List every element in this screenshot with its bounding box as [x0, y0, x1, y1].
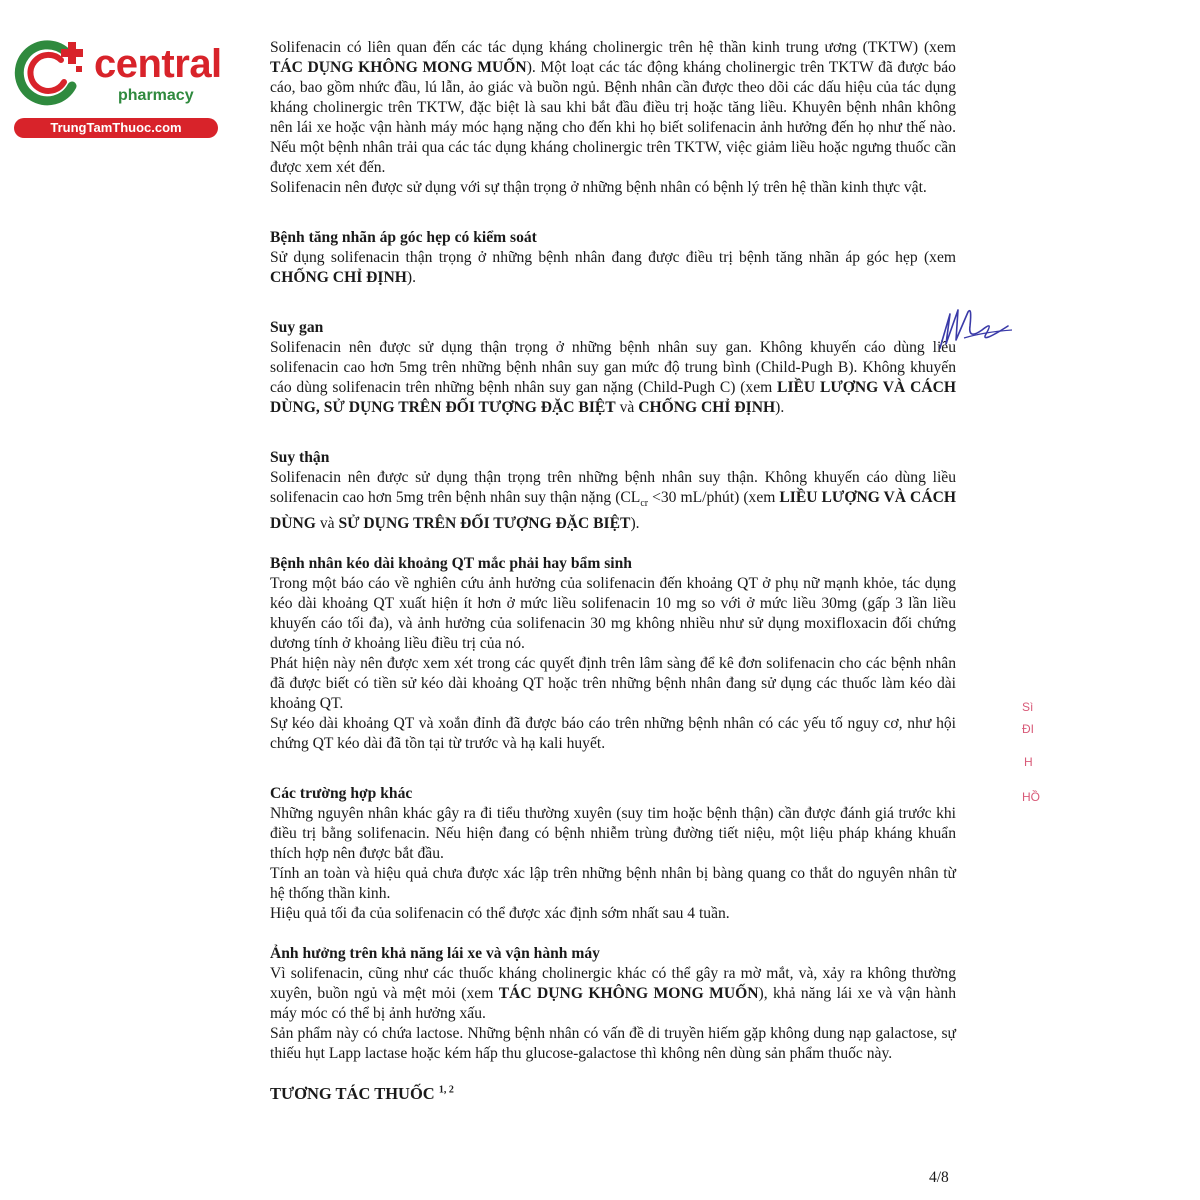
brand-sub: pharmacy: [118, 87, 194, 104]
glaucoma-text: Sử dụng solifenacin thận trọng ở những bệnh nhân đang được điều trị bệnh tăng nhãn áp góc hẹp (xem CHỐNG CHỈ ĐỊNH).: [270, 249, 956, 286]
document-page: [270, 38, 956, 1104]
driving-paragraph-1: Vì solifenacin, cũng như các thuốc kháng cholinergic khác có thể gây ra mờ mắt, và, xảy ra không thường xuyên, buồn ngủ và mệt mỏi (xem TÁC DỤNG KHÔNG MONG MUỐN), khả năng lái xe và vận hành máy móc có thể bị ảnh hưởng xấu.: [270, 965, 956, 1023]
qt-paragraph-3: Sự kéo dài khoảng QT và xoắn đỉnh đã được báo cáo trên những bệnh nhân có các yếu tố nguy cơ, như hội chứng QT kéo dài đã tồn tại từ trước và hạ kali huyết.: [270, 715, 956, 753]
signature-scribble: [928, 300, 1018, 360]
glaucoma-heading: Bệnh tăng nhãn áp góc hẹp có kiểm soát: [270, 229, 537, 246]
stamp-mark: Sì: [1022, 700, 1034, 714]
other-heading: Các trường hợp khác: [270, 785, 413, 803]
stamp-marks: [1018, 500, 1048, 830]
logo-c-cross-icon: [14, 36, 90, 106]
kidney-heading: Suy thận: [270, 449, 330, 466]
kidney-text: Solifenacin nên được sử dụng thận trọng trên những bệnh nhân suy thận. Không khuyến cáo dùng liều solifenacin cao hơn 5mg trên bệnh nhân suy thận nặng ($CL_{cr} <30$ mL/phút) (xem LIỀU LƯỢNG VÀ CÁCH DÙNG và SỬ DỤNG TRÊN ĐỐI TƯỢNG ĐẶC BIỆT).: [270, 469, 956, 533]
stamp-mark: HỒ: [1022, 790, 1040, 804]
driving-paragraph-2: Sản phẩm này có chứa lactose. Những bệnh nhân có vấn đề di truyền hiếm gặp không dung nạp galactose, sự thiếu hụt Lapp lactase hoặc kém hấp thu glucose-galactose thì không nên dùng sản phẩm thuốc này.: [270, 1025, 956, 1063]
page-number: 4/8: [929, 1169, 949, 1186]
next-section-title: TƯƠNG TÁC THUỐC $^{1, 2}$: [270, 1084, 454, 1104]
other-paragraph-3: Hiệu quả tối đa của solifenacin có thể được xác định sớm nhất sau 4 tuần.: [270, 905, 730, 923]
brand-site: TrungTamThuoc.com: [14, 118, 218, 138]
driving-heading: Ảnh hưởng trên khả năng lái xe và vận hành máy: [270, 945, 600, 963]
pharmacy-logo: [8, 30, 222, 140]
stamp-mark: H: [1024, 755, 1033, 769]
liver-heading: Suy gan: [270, 319, 324, 336]
intro-paragraph: Solifenacin có liên quan đến các tác dụng kháng cholinergic trên hệ thần kinh trung ương (TKTW) (xem TÁC DỤNG KHÔNG MONG MUỐN). Một loạt các tác động kháng cholinergic trên TKTW đã được báo cáo, bao gồm nhức đầu, lú lẫn, ảo giác và buồn ngủ. Bệnh nhân cần được theo dõi các dấu hiệu của tác dụng kháng cholinergic trên TKTW, đặc biệt là sau khi bắt đầu điều trị hoặc tăng liều. Khuyên bệnh nhân không nên lái xe hoặc vận hành máy móc hạng nặng cho đến khi họ biết solifenacin ảnh hưởng đến họ như thế nào. Nếu một bệnh nhân trải qua các tác dụng kháng cholinergic trên TKTW, việc giảm liều hoặc ngưng thuốc cần được xem xét đến.: [270, 39, 956, 176]
liver-text: Solifenacin nên được sử dụng thận trọng ở những bệnh nhân suy gan. Không khuyến cáo dùng liều solifenacin cao hơn 5mg trên những bệnh nhân suy gan mức độ trung bình (Child-Pugh B). Không khuyến cáo dùng solifenacin trên những bệnh nhân suy gan nặng (Child-Pugh C) (xem LIỀU LƯỢNG VÀ CÁCH DÙNG, SỬ DỤNG TRÊN ĐỐI TƯỢNG ĐẶC BIỆT và CHỐNG CHỈ ĐỊNH).: [270, 339, 956, 416]
intro-paragraph-2: Solifenacin nên được sử dụng với sự thận trọng ở những bệnh nhân có bệnh lý trên hệ thần kinh thực vật.: [270, 179, 927, 196]
other-paragraph-1: Những nguyên nhân khác gây ra đi tiểu thường xuyên (suy tim hoặc bệnh thận) cần được đánh giá trước khi điều trị bằng solifenacin. Nếu hiện đang có bệnh nhiễm trùng đường tiết niệu, một liệu pháp kháng khuẩn thích hợp nên được bắt đầu.: [270, 805, 956, 863]
other-paragraph-2: Tính an toàn và hiệu quả chưa được xác lập trên những bệnh nhân bị bàng quang co thắt do nguyên nhân từ hệ thống thần kinh.: [270, 865, 956, 903]
qt-paragraph-1: Trong một báo cáo về nghiên cứu ảnh hưởng của solifenacin đến khoảng QT ở phụ nữ mạnh khỏe, tác dụng kéo dài khoảng QT xuất hiện ít hơn ở mức liều solifenacin 10 mg so với ở mức liều 30mg (gấp 3 lần liều khuyến cáo tối đa), và ảnh hưởng của solifenacin 30 mg không nhiều như sử dụng moxifloxacin đối chứng dương tính ở khoảng liều điều trị của nó.: [270, 575, 956, 653]
qt-heading: Bệnh nhân kéo dài khoảng QT mắc phải hay bẩm sinh: [270, 555, 632, 573]
stamp-mark: ĐI: [1022, 722, 1034, 736]
qt-paragraph-2: Phát hiện này nên được xem xét trong các quyết định trên lâm sàng để kê đơn solifenacin cho các bệnh nhân đã được biết có tiền sử kéo dài khoảng QT hoặc trên những bệnh nhân đang sử dụng các thuốc làm kéo dài khoảng QT.: [270, 655, 956, 713]
brand-name: central: [94, 42, 222, 86]
